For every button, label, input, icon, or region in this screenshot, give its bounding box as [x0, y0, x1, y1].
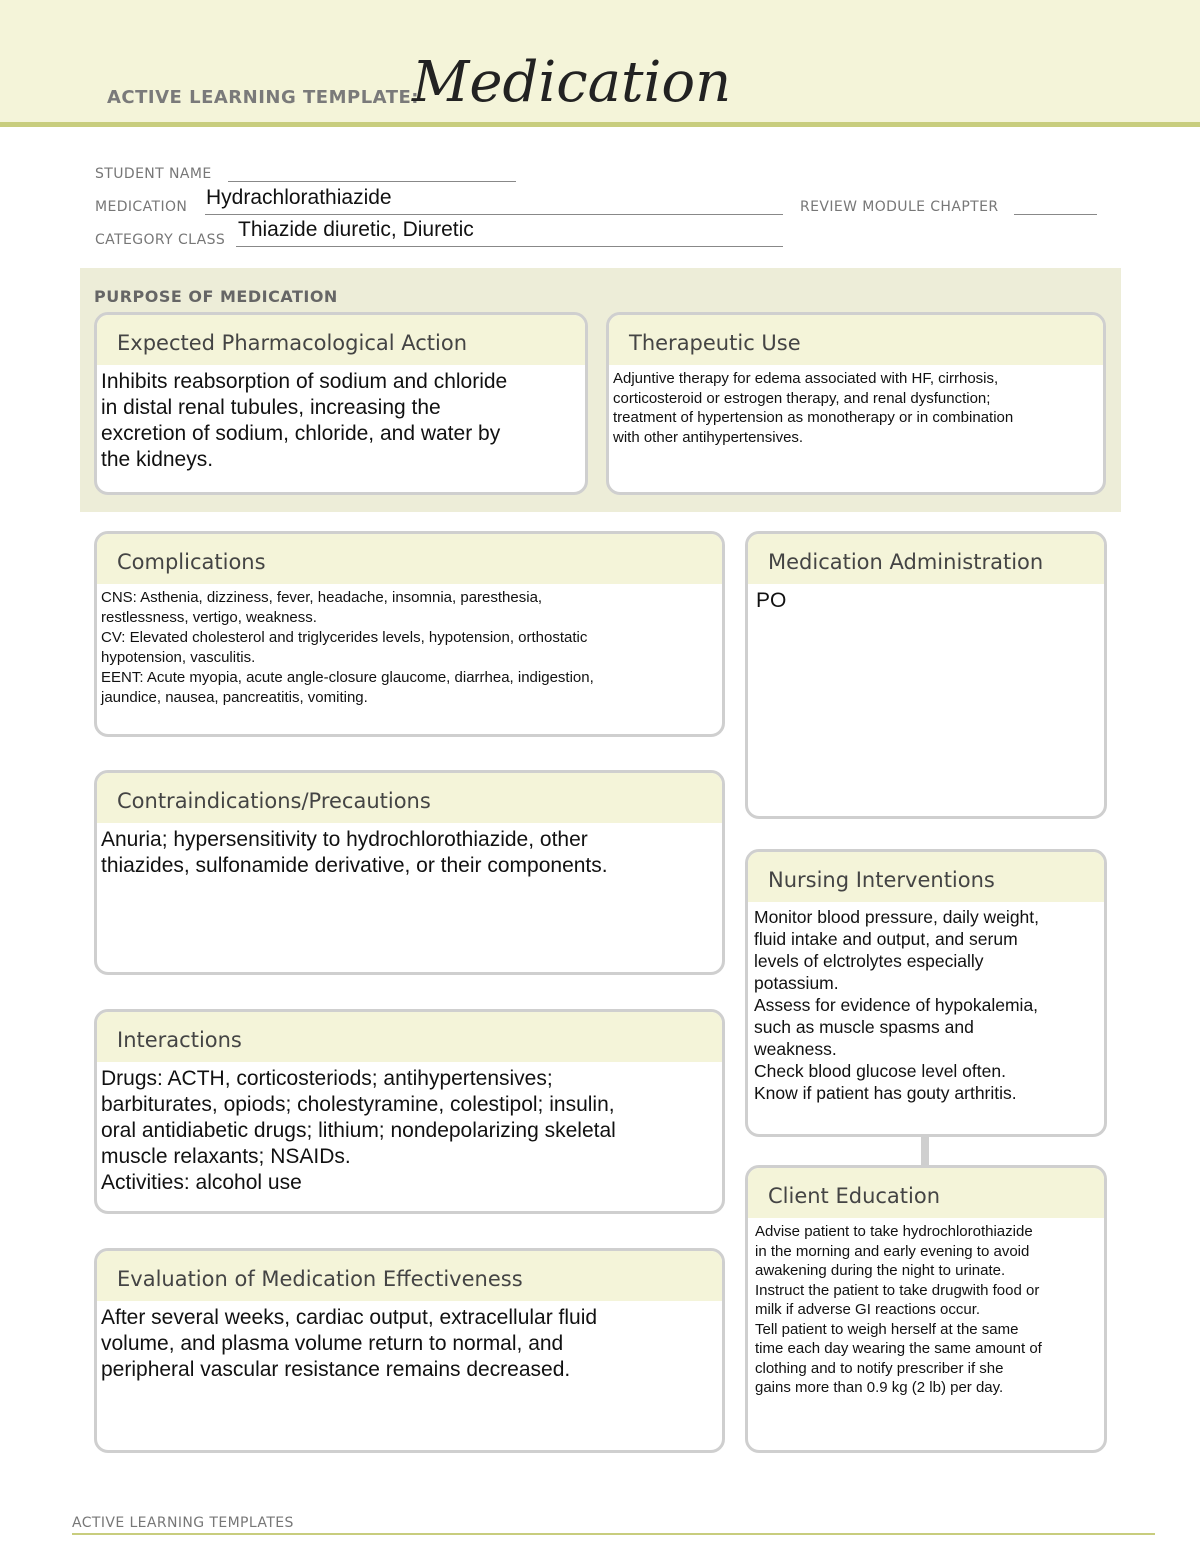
interactions-heading: Interactions — [97, 1012, 722, 1062]
interactions-card — [94, 1009, 725, 1214]
contraindications-card — [94, 770, 725, 975]
evaluation-heading: Evaluation of Medication Effectiveness — [97, 1251, 722, 1301]
evaluation-card — [94, 1248, 725, 1453]
complications-text[interactable]: CNS: Asthenia, dizziness, fever, headache, insomnia, paresthesia, restlessness, vertigo, weakness. CV: Elevated cholesterol and triglycerides levels, hypotension, orthostatic hypotension, vasculitis. EENT: Acute myopia, acute angle-closure glaucome, diarrhea, indigestion, jaundice, nausea, pancreatitis, vomiting. — [101, 589, 594, 706]
medication-line[interactable] — [205, 214, 783, 215]
review-module-label: REVIEW MODULE CHAPTER — [800, 199, 999, 215]
therapeutic-use-text[interactable]: Adjuntive therapy for edema associated with HF, cirrhosis, corticosteroid or estrogen therapy, and renal dysfunction; treatment of hypertension as monotherapy or in combination with other antihypertensives. — [613, 370, 1014, 446]
nursing-interventions-card — [745, 849, 1107, 1137]
template-header — [0, 0, 1200, 127]
student-name-label: STUDENT NAME — [95, 166, 212, 182]
nursing-interventions-heading: Nursing Interventions — [748, 852, 1104, 902]
category-class-value: Thiazide diuretic, Diuretic — [238, 218, 474, 241]
therapeutic-use-heading: Therapeutic Use — [609, 315, 1103, 365]
interactions-text[interactable]: Drugs: ACTH, corticosteriods; antihypertensives; barbiturates, opiods; cholestyramine, colestipol; insulin, oral antidiabetic drugs; lithium; nondepolarizing skeletal muscle relaxants; NSAIDs. Activities: alcohol use — [101, 1067, 616, 1194]
medication-administration-heading: Medication Administration — [748, 534, 1104, 584]
expected-action-card — [94, 312, 588, 495]
client-education-card — [745, 1165, 1107, 1453]
client-education-text[interactable]: Advise patient to take hydrochlorothiazide in the morning and early evening to avoid awakening during the night to urinate. Instruct the patient to take drugwith food or milk if adverse GI reactions occur. Tell patient to weigh herself at the same time each day wearing the same amount of clothing and to notify prescriber if she gains more than 0.9 kg (2 lb) per day. — [755, 1223, 1042, 1396]
expected-action-text[interactable]: Inhibits reabsorption of sodium and chloride in distal renal tubules, increasing the excretion of sodium, chloride, and water by the kidneys. — [101, 370, 508, 471]
category-class-label: CATEGORY CLASS — [95, 232, 226, 248]
template-label: ACTIVE LEARNING TEMPLATE: — [107, 87, 419, 108]
student-name-line[interactable] — [228, 181, 516, 182]
therapeutic-use-card — [606, 312, 1106, 495]
evaluation-text[interactable]: After several weeks, cardiac output, extracellular fluid volume, and plasma volume return to normal, and peripheral vascular resistance remains decreased. — [101, 1306, 598, 1381]
medication-administration-text[interactable]: PO — [756, 589, 787, 612]
page-title: Medication — [412, 50, 732, 115]
contraindications-text[interactable]: Anuria; hypersensitivity to hydrochlorothiazide, other thiazides, sulfonamide derivative, or their components. — [101, 828, 608, 877]
footer-label: ACTIVE LEARNING TEMPLATES — [72, 1515, 294, 1531]
review-module-line[interactable] — [1014, 214, 1097, 215]
complications-card — [94, 531, 725, 737]
expected-action-heading: Expected Pharmacological Action — [97, 315, 585, 365]
footer-rule — [72, 1533, 1155, 1535]
nursing-interventions-text[interactable]: Monitor blood pressure, daily weight, fluid intake and output, and serum levels of elctrolytes especially potassium. Assess for evidence of hypokalemia, such as muscle spasms and weakness. Check blood glucose level often. Know if patient has gouty arthritis. — [754, 907, 1040, 1103]
contraindications-heading: Contraindications/Precautions — [97, 773, 722, 823]
complications-heading: Complications — [97, 534, 722, 584]
medication-administration-card — [745, 531, 1107, 819]
category-class-line[interactable] — [236, 246, 783, 247]
purpose-title: PURPOSE OF MEDICATION — [94, 287, 338, 306]
medication-value: Hydrachlorathiazide — [206, 186, 392, 209]
card-connector — [921, 1135, 929, 1167]
client-education-heading: Client Education — [748, 1168, 1104, 1218]
medication-label: MEDICATION — [95, 199, 188, 215]
